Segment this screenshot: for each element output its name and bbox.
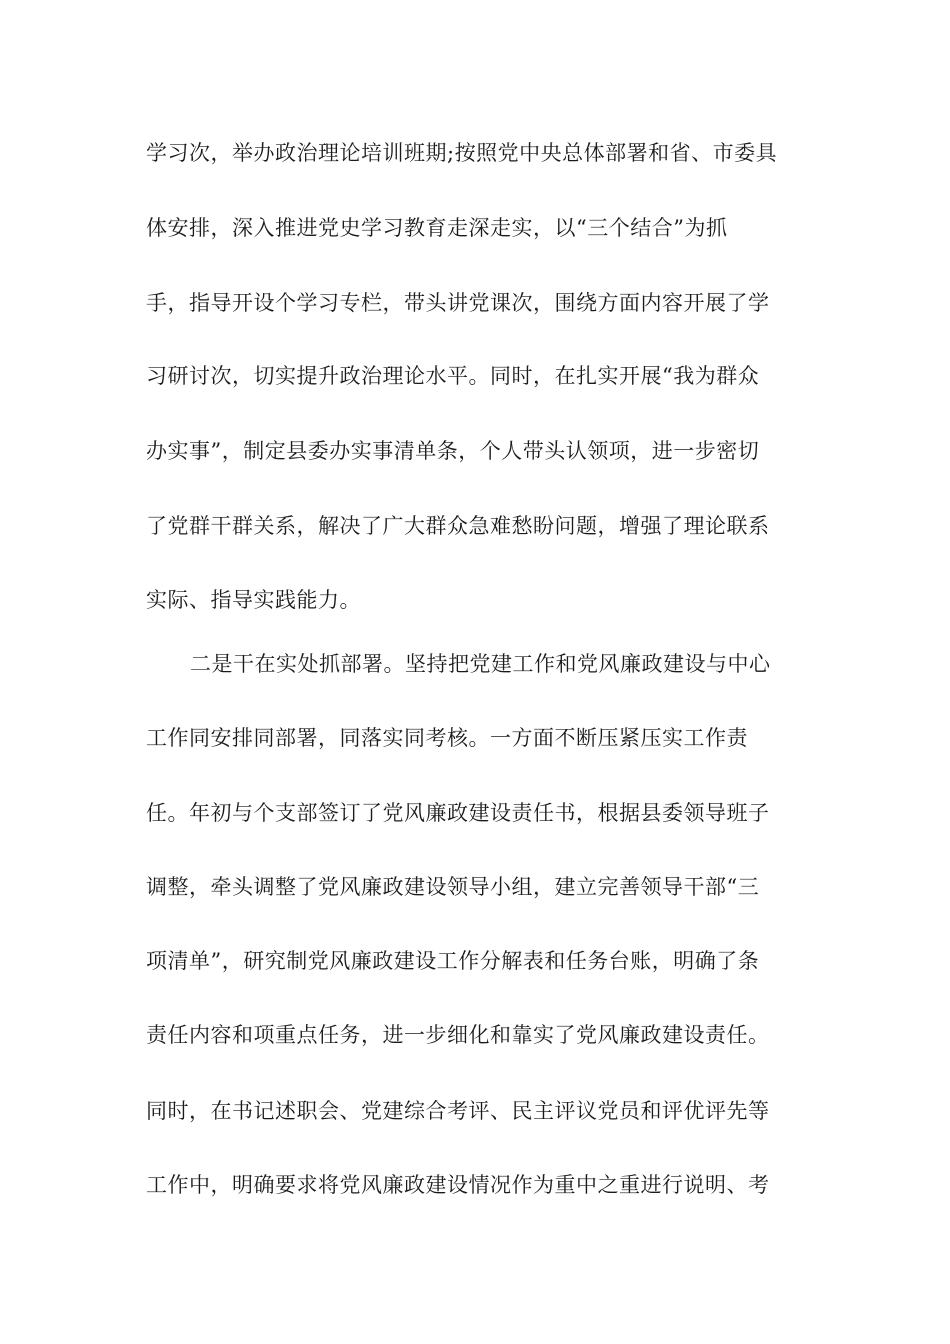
text-line-6: 了党群干群关系，解决了广大群众急难愁盼问题，增强了理论联系: [146, 514, 770, 538]
text-line-2: 体安排，深入推进党史学习教育走深走实，以“三个结合”为抓: [146, 216, 728, 240]
text-line-7: 实际、指导实践能力。: [146, 588, 361, 612]
text-line-1: 学习次，举办政治理论培训班期;按照党中央总体部署和省、市委具: [146, 141, 778, 165]
text-line-10: 任。年初与个支部签订了党风廉政建设责任书，根据县委领导班子: [146, 801, 770, 825]
text-line-13: 责任内容和项重点任务，进一步细化和靠实了党风廉政建设责任。: [146, 1023, 770, 1047]
text-line-12: 项清单”，研究制党风廉政建设工作分解表和任务台账，明确了条: [146, 949, 760, 973]
text-line-4: 习研讨次，切实提升政治理论水平。同时，在扎实开展“我为群众: [146, 364, 760, 388]
text-line-9: 工作同安排同部署，同落实同考核。一方面不断压紧压实工作责: [146, 726, 748, 750]
text-line-15: 工作中，明确要求将党风廉政建设情况作为重中之重进行说明、考: [146, 1173, 770, 1197]
text-line-5: 办实事”，制定县委办实事清单条，个人带头认领项，进一步密切: [146, 439, 760, 463]
text-line-11: 调整，牵头调整了党风廉政建设领导小组，建立完善领导干部“三: [146, 875, 760, 899]
text-line-3: 手，指导开设个学习专栏，带头讲党课次，围绕方面内容开展了学: [146, 291, 770, 315]
text-line-14: 同时，在书记述职会、党建综合考评、民主评议党员和评优评先等: [146, 1099, 770, 1123]
paragraph-2-first-line: 二是干在实处抓部署。坚持把党建工作和党风廉政建设与中心: [190, 652, 771, 676]
